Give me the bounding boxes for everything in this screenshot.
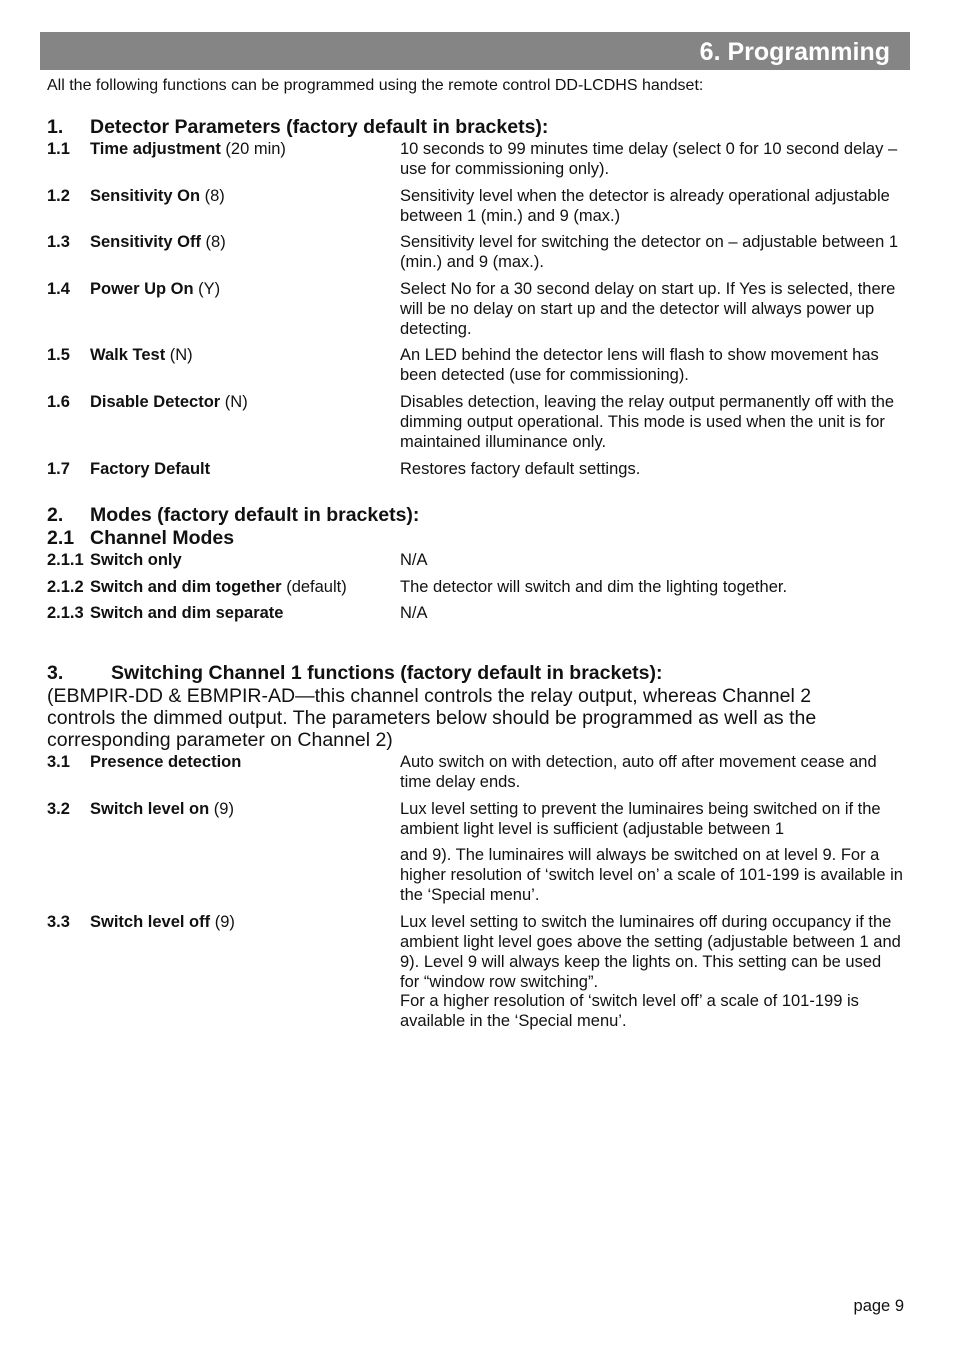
param-default: (Y)	[193, 280, 221, 298]
param-name: Disable Detector	[90, 393, 221, 411]
param-name: Time adjustment	[90, 140, 221, 158]
param-description: Select No for a 30 second delay on start up. If Yes is selected, there will be no delay on start up and the detector will always power up detecting.	[400, 280, 896, 338]
page-number: page 9	[853, 1297, 904, 1315]
param-name: Sensitivity Off	[90, 233, 201, 251]
section-banner	[40, 32, 910, 70]
function-default: (9)	[209, 800, 234, 818]
function-label	[90, 912, 235, 932]
function-name: Switch level off	[90, 913, 211, 931]
param-description: Sensitivity level for switching the detector on – adjustable between 1 (min.) and 9 (max.).	[400, 233, 899, 271]
param-name: Power Up On	[90, 280, 194, 298]
section-1-heading	[47, 116, 548, 139]
mode-label	[90, 550, 182, 570]
function-description-continued: For a higher resolution of ‘switch level off’ a scale of 101-199 is available in the ‘Special menu’.	[400, 992, 859, 1030]
param-number: 1.4	[47, 280, 70, 298]
function-number: 3.1	[47, 753, 70, 771]
heading-number: 3.	[47, 662, 64, 684]
function-label	[90, 799, 234, 819]
section-2-1-heading	[47, 527, 234, 550]
param-label	[90, 459, 210, 479]
function-number: 3.3	[47, 913, 70, 931]
param-description: 10 seconds to 99 minutes time delay (select 0 for 10 second delay – use for commissioning only).	[400, 140, 898, 178]
param-name: Walk Test	[90, 346, 166, 364]
param-default: (20 min)	[220, 140, 286, 158]
function-description: Lux level setting to switch the luminaires off during occupancy if the ambient light level goes above the setting (adjustable between 1 and 9). Level 9 will always keep the lights on. This setting can be used for “window row switching”.	[400, 913, 901, 991]
section-title: 6. Programming	[699, 38, 890, 66]
param-number: 1.6	[47, 393, 70, 411]
param-number: 1.1	[47, 140, 70, 158]
param-number: 1.2	[47, 187, 70, 205]
param-label	[90, 139, 286, 159]
param-default: (N)	[220, 393, 248, 411]
heading-title: Detector Parameters (factory default in brackets):	[90, 116, 549, 138]
heading-number: 2.	[47, 504, 64, 526]
section-2-heading	[47, 504, 419, 527]
mode-number: 2.1.1	[47, 551, 84, 569]
param-label	[90, 345, 193, 365]
mode-label	[90, 577, 347, 597]
mode-number: 2.1.3	[47, 604, 84, 622]
param-number: 1.3	[47, 233, 70, 251]
heading-title: Channel Modes	[90, 527, 235, 549]
param-default: (N)	[165, 346, 193, 364]
function-description: Lux level setting to prevent the luminaires being switched on if the ambient light level is sufficient (adjustable between 1	[400, 800, 881, 838]
heading-number: 1.	[47, 116, 64, 138]
param-default: (8)	[200, 233, 226, 251]
function-label	[90, 752, 241, 772]
mode-description: N/A	[400, 551, 428, 569]
function-name: Switch level on	[90, 800, 210, 818]
param-description: Disables detection, leaving the relay output permanently off with the dimming output operational. This mode is used when the unit is for maintained illuminance only.	[400, 393, 895, 451]
param-default: (8)	[200, 187, 225, 205]
mode-name: Switch and dim separate	[90, 604, 284, 622]
heading-title: Switching Channel 1 functions (factory default in brackets):	[111, 662, 663, 684]
param-number: 1.7	[47, 460, 70, 478]
mode-label	[90, 603, 283, 623]
intro-text: All the following functions can be programmed using the remote control DD-LCDHS handset:	[47, 77, 704, 94]
channel-note: (EBMPIR-DD & EBMPIR-AD—this channel controls the relay output, whereas Channel 2 controls the dimmed output. The parameters below should be programmed as well as the corresponding parameter on Channel 2)	[47, 685, 817, 751]
section-3-heading	[47, 662, 662, 685]
function-number: 3.2	[47, 800, 70, 818]
mode-name: Switch and dim together	[90, 578, 282, 596]
param-name: Sensitivity On	[90, 187, 201, 205]
param-label	[90, 186, 225, 206]
function-name: Presence detection	[90, 753, 242, 771]
heading-title: Modes (factory default in brackets):	[90, 504, 420, 526]
param-name: Factory Default	[90, 460, 211, 478]
param-number: 1.5	[47, 346, 70, 364]
function-default: (9)	[210, 913, 235, 931]
param-description: Sensitivity level when the detector is already operational adjustable between 1 (min.) and 9 (max.)	[400, 187, 890, 225]
function-description: Auto switch on with detection, auto off after movement cease and time delay ends.	[400, 753, 877, 791]
param-description: An LED behind the detector lens will flash to show movement has been detected (use for commissioning).	[400, 346, 879, 384]
function-description-continued: and 9). The luminaires will always be switched on at level 9. For a higher resolution of ‘switch level on’ a scale of 101-199 is available in the ‘Special menu’.	[400, 846, 903, 904]
param-description: Restores factory default settings.	[400, 460, 641, 478]
param-label	[90, 232, 226, 252]
param-label	[90, 279, 220, 299]
mode-default: (default)	[281, 578, 347, 596]
param-label	[90, 392, 248, 412]
heading-number: 2.1	[47, 527, 75, 549]
mode-number: 2.1.2	[47, 578, 84, 596]
mode-description: The detector will switch and dim the lighting together.	[400, 578, 788, 596]
mode-name: Switch only	[90, 551, 182, 569]
mode-description: N/A	[400, 604, 428, 622]
